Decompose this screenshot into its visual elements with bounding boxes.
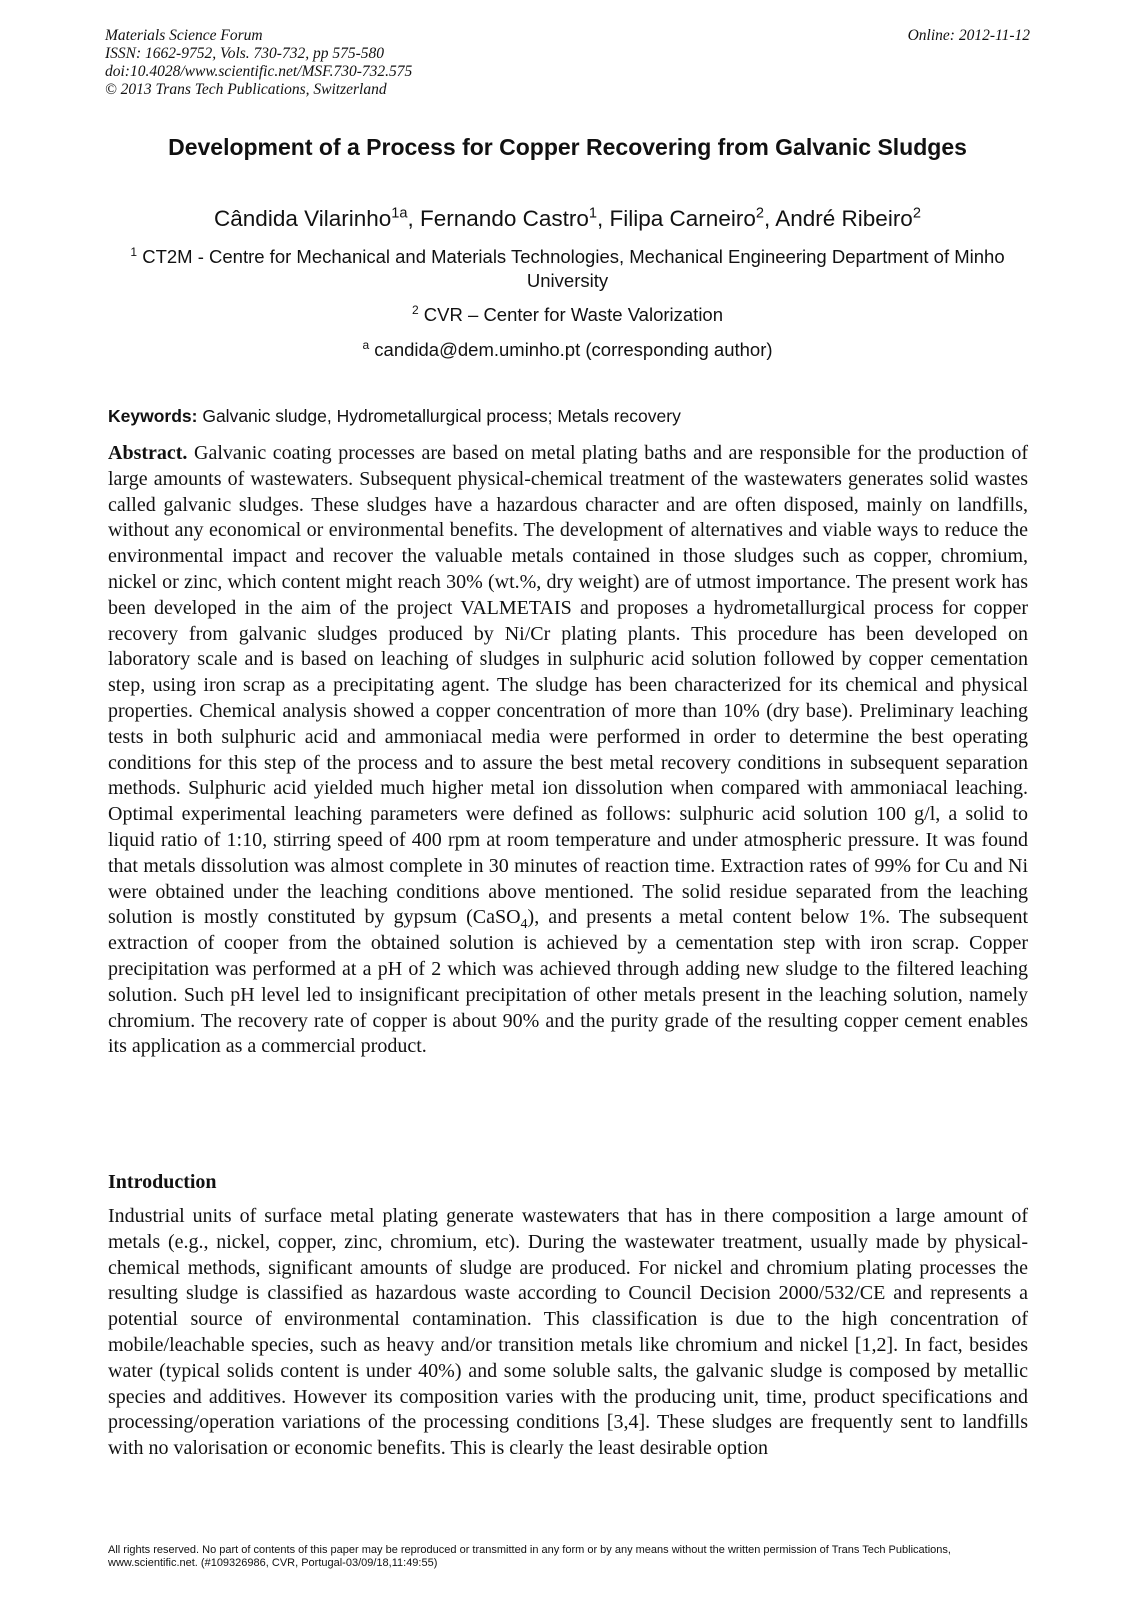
keywords (108, 405, 1028, 427)
keywords-text: Galvanic sludge, Hydrometallurgical process; Metals recovery (197, 406, 681, 426)
copyright-line: © 2013 Trans Tech Publications, Switzerland (105, 81, 387, 98)
section-heading-introduction: Introduction (108, 1171, 217, 1193)
author-list (105, 204, 1030, 234)
affiliation-2: $^2$ CVR – Center for Waste Valorization (411, 302, 724, 325)
journal-header (105, 27, 1030, 99)
doi-line: doi:10.4028/www.scientific.net/MSF.730-732.575 (105, 63, 413, 80)
author: Fernando Castro$^1$, (420, 205, 610, 231)
paper-title: Development of a Process for Copper Recovering from Galvanic Sludges (168, 134, 967, 160)
abstract-label: Abstract. (108, 442, 188, 464)
abstract: Abstract. Galvanic coating processes are based on metal plating baths and are responsible for the production of large amounts of wastewaters. Subsequent physical-chemical treatment of the wastewaters generates solid wastes called galvanic sludges. These sludges have a hazardous character and are often disposed, mainly on landfills, without any economical or environmental benefits. The development of alternatives and viable ways to reduce the environmental impact and recover the valuable metals contained in those sludges such as copper, chromium, nickel or zinc, which content might reach 30% (wt.%, dry weight) are of utmost importance. The present work has been developed in the aim of the project VALMETAIS and proposes a hydrometallurgical process for copper recovery from galvanic sludges produced by Ni/Cr plating plants. This procedure has been developed on laboratory scale and is based on leaching of sludges in sulphuric acid solution followed by copper cementation step, using iron scrap as a precipitating agent. The sludge has been characterized for its chemical and physical properties. Chemical analysis showed a copper concentration of more than 10% (dry base). Preliminary leaching tests in both sulphuric acid and ammoniacal media were performed in order to determine the best operating conditions for this step of the process and to assure the best metal recovery conditions in subsequent separation methods. Sulphuric acid yielded much higher metal ion dissolution when compared with ammoniacal leaching. Optimal experimental leaching parameters were defined as follows: sulphuric acid solution 100 g/l, a solid to liquid ratio of 1:10, stirring speed of 400 rpm at room temperature and under atmospheric pressure. It was found that metals dissolution was almost complete in 30 minutes of reaction time. Extraction rates of 99% for Cu and Ni were obtained under the leaching conditions above mentioned. The solid residue separated from the leaching solution is mostly constituted by gypsum (CaSO$_4$), and presents a metal content below 1%. The subsequent extraction of cooper from the obtained solution is achieved by a cementation step with iron scrap. Copper precipitation was performed at a pH of 2 which was achieved through adding new sludge to the filtered leaching solution. Such pH level led to insignificant precipitation of other metals present in the leaching solution, namely chromium. The recovery rate of copper is about 90% and the purity grade of the resulting copper cement enables its application as a commercial product. (108, 442, 1029, 1058)
issn-line: ISSN: 1662-9752, Vols. 730-732, pp 575-580 (105, 45, 384, 62)
author: Cândida Vilarinho$^{1a}$, (214, 205, 421, 231)
author: Filipa Carneiro$^2$, (609, 205, 776, 231)
online-date: Online: 2012-11-12 (907, 27, 1030, 44)
affiliation-1: $^1$ CT2M - Centre for Mechanical and Materials Technologies, Mechanical Engineering Department of Minho University (130, 244, 1005, 291)
journal-name: Materials Science Forum (105, 27, 263, 44)
introduction-text: Industrial units of surface metal plating generate wastewaters that has in there composition a large amount of metals (e.g., nickel, copper, zinc, chromium, etc). During the wastewater treatment, usually made by physical-chemical methods, significant amounts of sludge are produced. For nickel and chromium plating processes the resulting sludge is classified as hazardous waste according to Council Decision 2000/532/CE and represents a potential source of environmental contamination. This classification is due to the high concentration of mobile/leachable species, such as heavy and/or transition metals like chromium and nickel [1,2]. In fact, besides water (typical solids content is under 40%) and some soluble salts, the galvanic sludge is composed by metallic species and additives. However its composition varies with the producing unit, time, product specifications and processing/operation variations of the processing conditions [3,4]. These sludges are frequently sent to landfills with no valorisation or economic benefits. This is clearly the least desirable option (108, 1205, 1028, 1460)
affiliation-email: $^a$ candida@dem.uminho.pt (corresponding author) (362, 337, 773, 360)
author: André Ribeiro$^2$ (775, 205, 921, 231)
keywords-label: Keywords: (108, 406, 198, 426)
copyright-footer: All rights reserved. No part of contents of this paper may be reproduced or transmitted in any form or by any means without the written permission of Trans Tech Publications, www.scientific.net. (#109326986, CVR, Portugal-03/09/18,11:49:55) (108, 1544, 951, 1569)
